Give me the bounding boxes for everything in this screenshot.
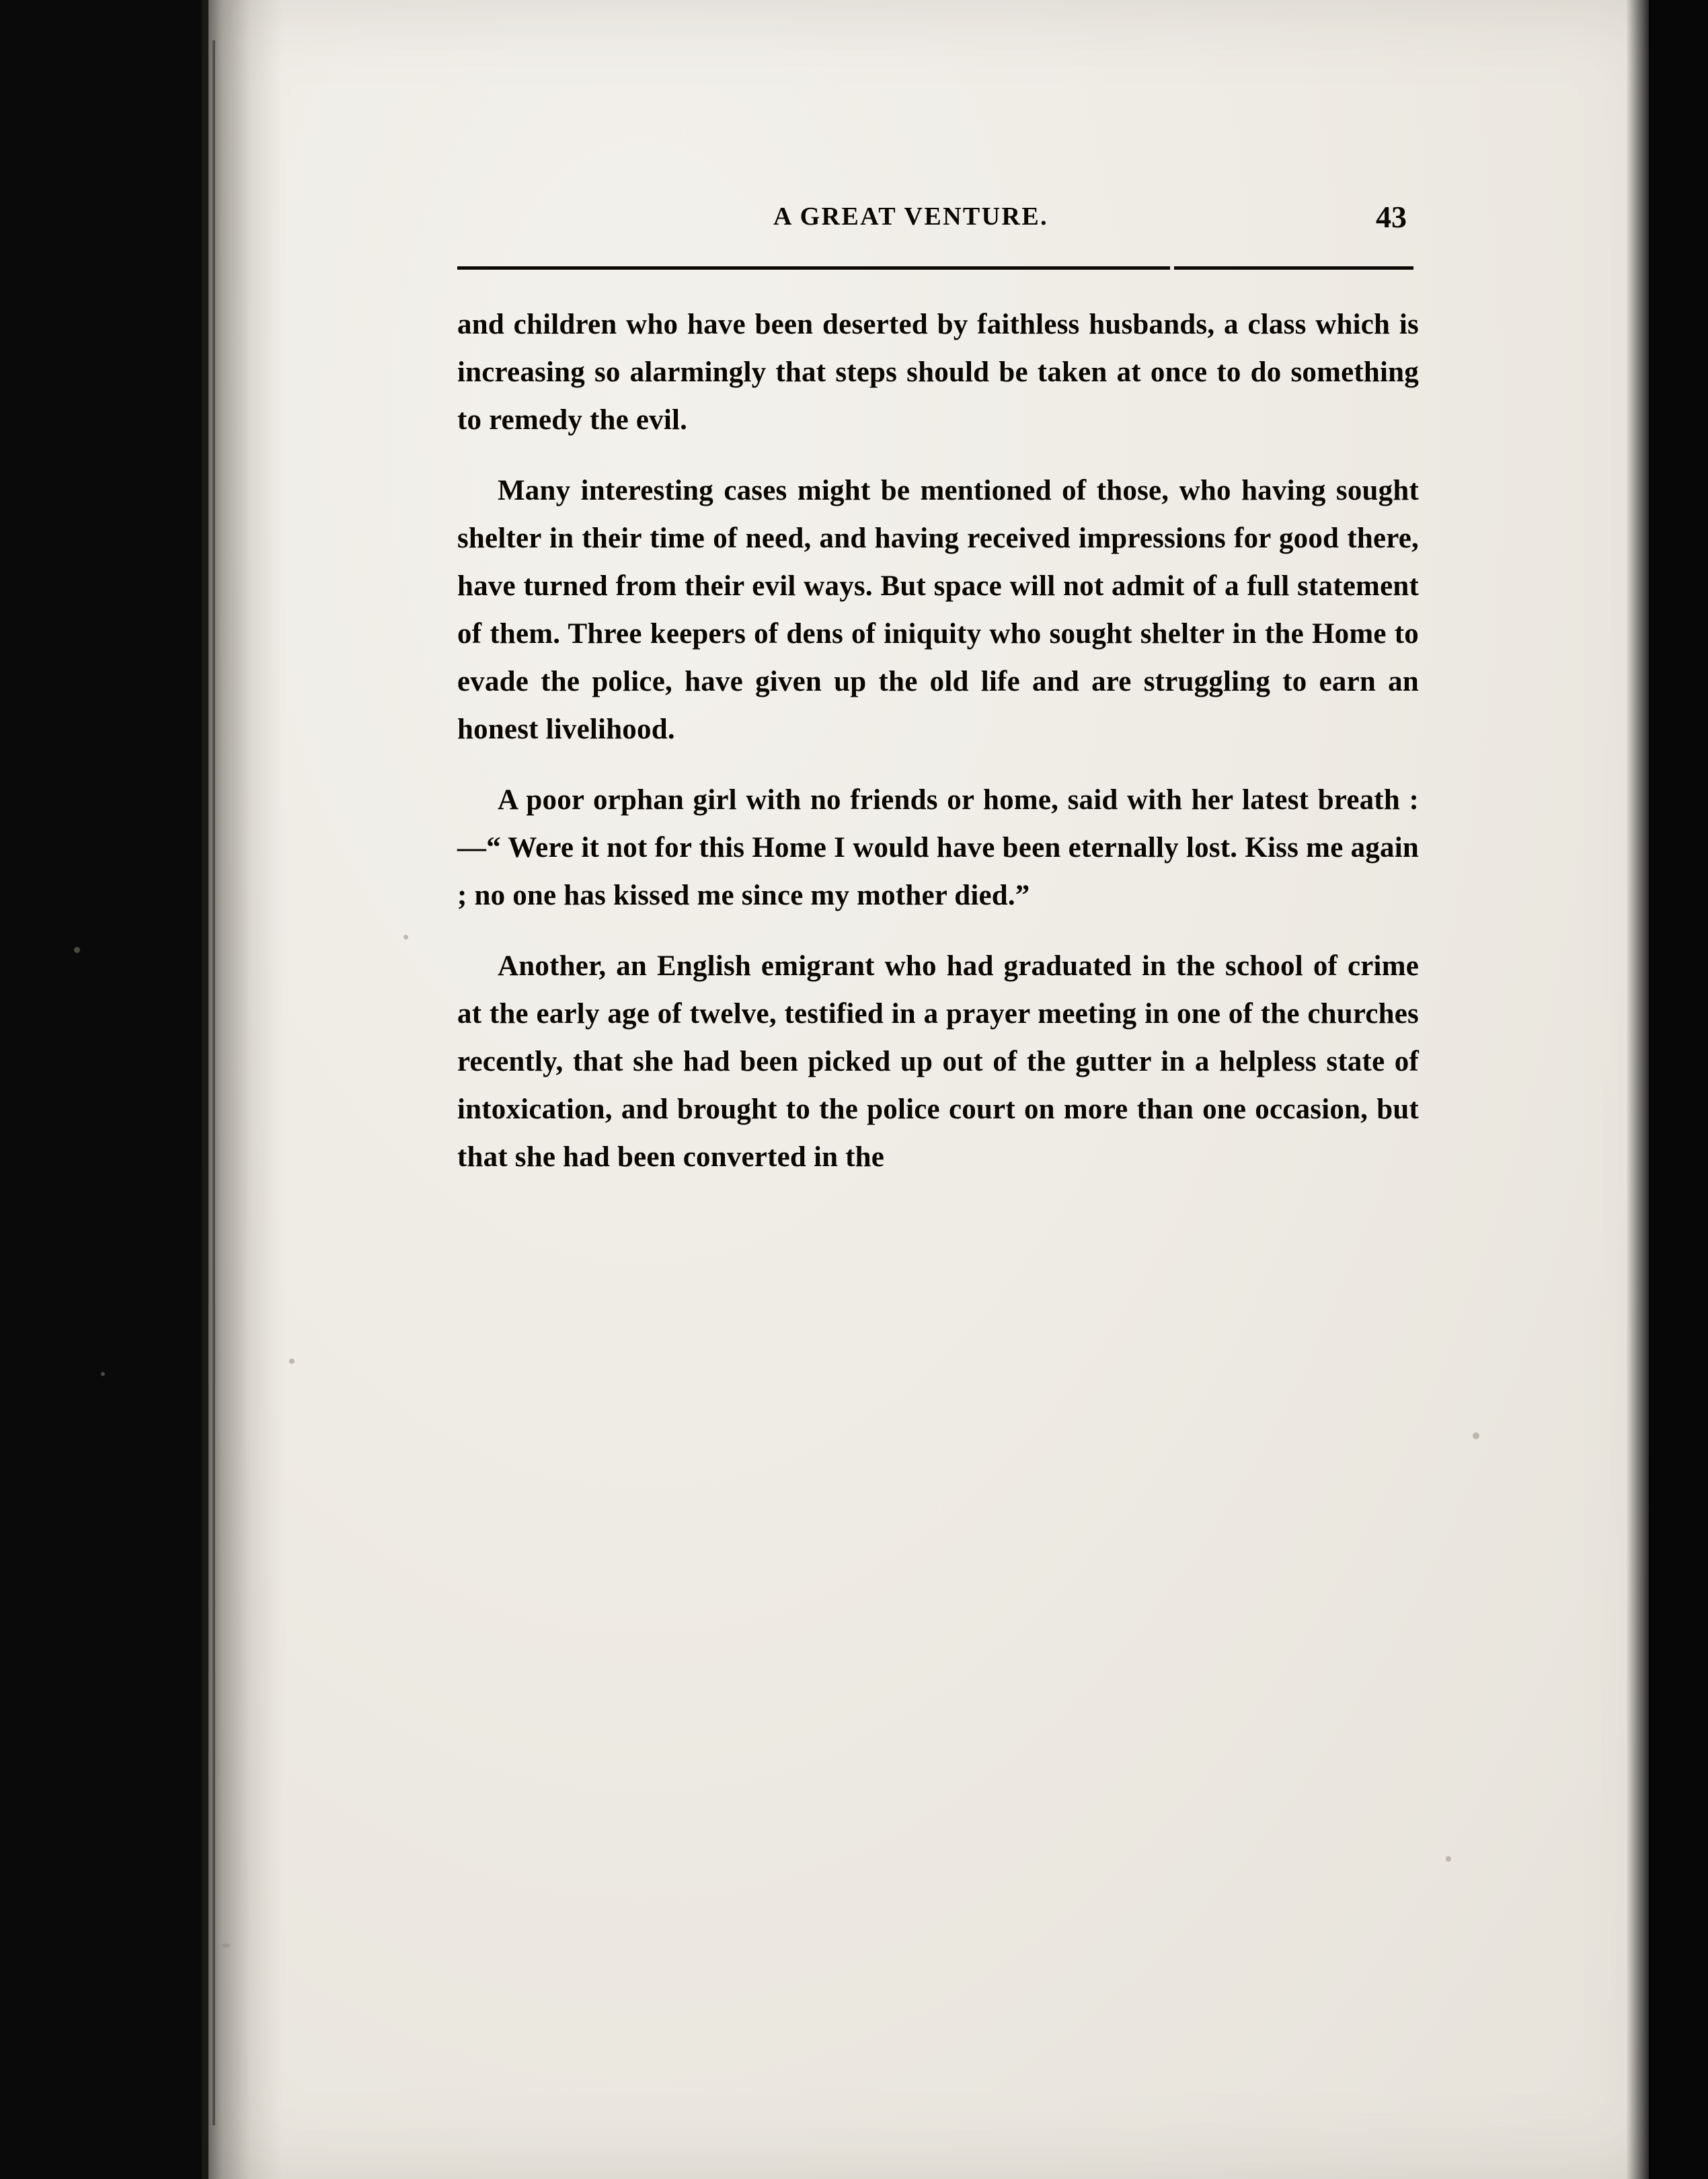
paper-speck (74, 947, 80, 953)
binding-inner-line (212, 40, 215, 2125)
paragraph: Many interesting cases might be mentioned of those, who having sought shelter in their time of need, and having received impressions for good there, have turned from their evil ways. But space will not admit of a full statement of them. Three keepers of dens of iniquity who sought shelter in the Home to evade the police, have given up the old life and are struggling to earn an honest livelihood. (457, 475, 1419, 745)
running-header (457, 202, 1419, 249)
scan-right-edge (1649, 0, 1708, 2179)
paragraph: Another, an English emigrant who had graduated in the school of crime at the early age of twelve, testified in a prayer meeting in one of the churches recently, that she had been picked up out of the gutter in a helpless state of intoxication, and brought to the police court on more than one occasion, but that she had been converted in the (457, 950, 1419, 1173)
paper-speck (1473, 1432, 1479, 1439)
paper-speck (101, 1372, 105, 1376)
paper-speck (289, 1359, 295, 1364)
paragraph: A poor orphan girl with no friends or home, said with her latest breath :—“ Were it not for this Home I would have been eternally lost. Kiss me again ; no one has kissed me since my mother died.” (457, 784, 1419, 911)
paper-speck (222, 1944, 230, 1948)
paper-speck (1446, 1856, 1451, 1862)
running-head-title: A GREAT VENTURE. (773, 202, 1048, 231)
page-text-block (457, 202, 1419, 1181)
binding-edge-line (202, 0, 208, 2179)
scan-right-edge-shadow (1626, 0, 1649, 2179)
paragraph: and children who have been deserted by faithless husbands, a class which is increasing so alarmingly that steps should be taken at once to do something to remedy the evil. (457, 309, 1419, 436)
page-number: 43 (1376, 200, 1407, 234)
header-rule (457, 266, 1413, 270)
paper-speck (403, 935, 408, 940)
